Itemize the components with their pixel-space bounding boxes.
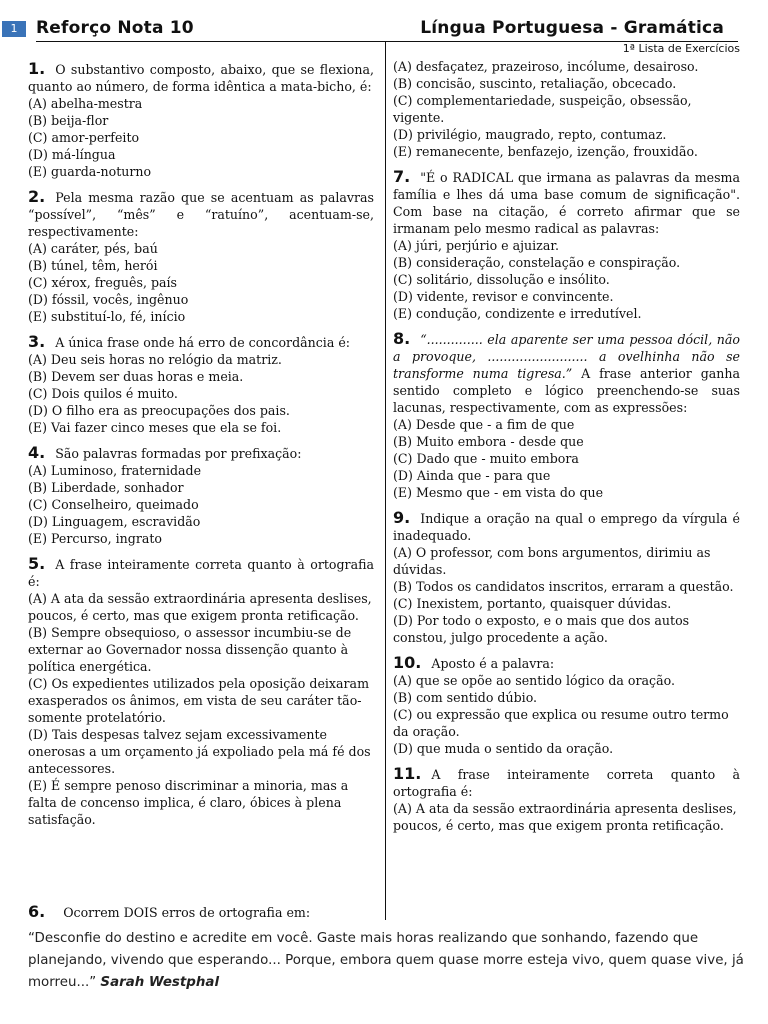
question-stem: [28, 333, 374, 351]
answer-option: (B) túnel, têm, herói: [28, 258, 158, 273]
answer-option: (A) A ata da sessão extraordinária apresenta deslises, poucos, é certo, mas que exigem pronta retificação.: [28, 591, 372, 623]
answer-option: (B) com sentido dúbio.: [393, 690, 538, 705]
motivational-quote: [28, 928, 744, 994]
question-text: Aposto é a palavra:: [431, 656, 555, 671]
answer-option: (A) desfaçatez, prazeiroso, incólume, desairoso.: [393, 59, 699, 74]
question-block: [28, 555, 374, 828]
course-title: Reforço Nota 10: [36, 18, 194, 38]
question-stem: [28, 60, 374, 95]
answer-option: (D) fóssil, vocês, ingênuo: [28, 292, 189, 307]
answer-option: (B) Liberdade, sonhador: [28, 480, 184, 495]
question-number: 1.: [28, 59, 46, 78]
quote-text: “Desconfie do destino e acredite em você. Gaste mais horas realizando que sonhando, fazendo que planejando, vivendo que esperando... Porque, embora quem quase morre esteja vivo, quem quase vive, já morreu...”: [28, 931, 744, 990]
question-stem: [28, 555, 374, 590]
question-number: 4.: [28, 443, 46, 462]
question-number: 6.: [28, 902, 46, 921]
question-block: [393, 58, 740, 160]
question-block: [28, 188, 374, 325]
answer-option: (A) Deu seis horas no relógio da matriz.: [28, 352, 282, 367]
question-number: 2.: [28, 187, 46, 206]
answer-option: (D) que muda o sentido da oração.: [393, 741, 614, 756]
question-block: [28, 60, 374, 180]
answer-option: (B) Sempre obsequioso, o assessor incumbiu-se de externar ao Governador nossa dissenção quanto à política energética.: [28, 625, 352, 674]
answer-option: (B) beija-flor: [28, 113, 109, 128]
quote-author: Sarah Westphal: [100, 975, 220, 990]
answer-option: (D) Linguagem, escravidão: [28, 514, 201, 529]
answer-option: (D) privilégio, maugrado, repto, contumaz.: [393, 127, 667, 142]
question-number: 9.: [393, 508, 411, 527]
answer-option: (B) Todos os candidatos inscritos, erraram a questão.: [393, 579, 734, 594]
answer-option: (D) Ainda que - para que: [393, 468, 551, 483]
answer-option: (B) Devem ser duas horas e meia.: [28, 369, 244, 384]
left-column: [28, 60, 374, 836]
answer-option: (C) ou expressão que explica ou resume outro termo da oração.: [393, 707, 729, 739]
question-text: São palavras formadas por prefixação:: [55, 446, 302, 461]
question-block: [393, 765, 740, 834]
answer-option: (D) O filho era as preocupações dos pais.: [28, 403, 290, 418]
question-text: Ocorrem DOIS erros de ortografia em:: [63, 905, 311, 920]
answer-option: (E) Mesmo que - em vista do que: [393, 485, 604, 500]
question-stem: [393, 168, 740, 237]
answer-option: (B) consideração, constelação e conspiração.: [393, 255, 681, 270]
question-number: 8.: [393, 329, 411, 348]
answer-option: (C) amor-perfeito: [28, 130, 140, 145]
subject-title: Língua Portuguesa - Gramática: [420, 18, 724, 38]
answer-option: (E) Percurso, ingrato: [28, 531, 163, 546]
answer-option: (E) É sempre penoso discriminar a minoria, mas a falta de concenso implica, é claro, óbices à plena satisfação.: [28, 778, 349, 827]
answer-option: (C) xérox, freguês, país: [28, 275, 178, 290]
question-block: [28, 333, 374, 436]
answer-option: (D) Por todo o exposto, e o mais que dos autos constou, julgo procedente a ação.: [393, 613, 690, 645]
page-number-badge: 1: [2, 21, 26, 37]
question-number: 7.: [393, 167, 411, 186]
question-text: A frase inteiramente correta quanto à ortografia é:: [393, 767, 740, 799]
right-column: [393, 58, 740, 842]
question-text: O substantivo composto, abaixo, que se flexiona, quanto ao número, de forma idêntica a mata-bicho, é:: [28, 62, 374, 94]
question-number: 3.: [28, 332, 46, 351]
page-header: [0, 18, 768, 44]
answer-option: (C) complementariedade, suspeição, obsessão, vigente.: [393, 93, 692, 125]
answer-option: (E) Vai fazer cinco meses que ela se foi.: [28, 420, 282, 435]
question-block: [393, 509, 740, 646]
exercise-list-subtitle: 1ª Lista de Exercícios: [622, 42, 740, 55]
question-block: [393, 654, 740, 757]
question-text: A frase inteiramente correta quanto à ortografia é:: [28, 557, 374, 589]
answer-option: (C) Dois quilos é muito.: [28, 386, 178, 401]
question-text: A única frase onde há erro de concordância é:: [55, 335, 351, 350]
column-divider: [385, 42, 386, 920]
answer-option: (D) Tais despesas talvez sejam excessivamente onerosas a um orçamento já expoliado pela má fé dos antecessores.: [28, 727, 371, 776]
answer-option: (C) Inexistem, portanto, quaisquer dúvidas.: [393, 596, 672, 611]
question-block: [28, 444, 374, 547]
answer-option: (A) A ata da sessão extraordinária apresenta deslises, poucos, é certo, mas que exigem pronta retificação.: [393, 801, 737, 833]
answer-option: (C) Conselheiro, queimado: [28, 497, 199, 512]
question-text: A frase anterior ganha sentido completo e lógico preenchendo-se suas lacunas, respectivamente, com as expressões:: [393, 366, 740, 415]
question-stem: [28, 188, 374, 240]
question-number: 10.: [393, 653, 422, 672]
answer-option: (B) concisão, suscinto, retaliação, obcecado.: [393, 76, 677, 91]
question-stem: [393, 509, 740, 544]
answer-option: (B) Muito embora - desde que: [393, 434, 584, 449]
question-stem: [393, 654, 740, 672]
question-text: Pela mesma razão que se acentuam as palavras “possível”, “mês” e “ratuíno”, acentuam-se, respectivamente:: [28, 190, 374, 239]
question-block: [393, 330, 740, 501]
answer-option: (A) caráter, pés, baú: [28, 241, 158, 256]
answer-option: (A) Luminoso, fraternidade: [28, 463, 202, 478]
question-quote: “.............. ela aparente ser uma pessoa dócil, não a provoque, ......................... a ovelhinha não se transforme numa tigresa.”: [393, 332, 740, 381]
answer-option: (C) Dado que - muito embora: [393, 451, 579, 466]
answer-option: (E) remanecente, benfazejo, izenção, frouxidão.: [393, 144, 698, 159]
question-block: [393, 168, 740, 322]
answer-option: (C) solitário, dissolução e insólito.: [393, 272, 610, 287]
question-number: 5.: [28, 554, 46, 573]
question-text: "É o RADICAL que irmana as palavras da mesma família e lhes dá uma base comum de significação". Com base na citação, é correto afirmar que se irmanam pelo mesmo radical as palavras:: [393, 170, 740, 236]
question-text: Indique a oração na qual o emprego da vírgula é inadequado.: [393, 511, 740, 543]
answer-option: (C) Os expedientes utilizados pela oposição deixaram exasperados os ânimos, em vista de seu caráter tão-somente protelatório.: [28, 676, 370, 725]
answer-option: (E) guarda-noturno: [28, 164, 152, 179]
answer-option: (A) O professor, com bons argumentos, dirimiu as dúvidas.: [393, 545, 711, 577]
question-6: [28, 902, 310, 921]
answer-option: (A) júri, perjúrio e ajuizar.: [393, 238, 559, 253]
answer-option: (E) condução, condizente e irredutível.: [393, 306, 642, 321]
answer-option: (A) que se opõe ao sentido lógico da oração.: [393, 673, 675, 688]
question-stem: [393, 765, 740, 800]
answer-option: (D) má-língua: [28, 147, 116, 162]
question-number: 11.: [393, 764, 422, 783]
answer-option: (D) vidente, revisor e convincente.: [393, 289, 614, 304]
question-stem: [393, 330, 740, 416]
answer-option: (A) Desde que - a fim de que: [393, 417, 575, 432]
answer-option: (A) abelha-mestra: [28, 96, 143, 111]
question-stem: [28, 444, 374, 462]
answer-option: (E) substituí-lo, fé, início: [28, 309, 186, 324]
